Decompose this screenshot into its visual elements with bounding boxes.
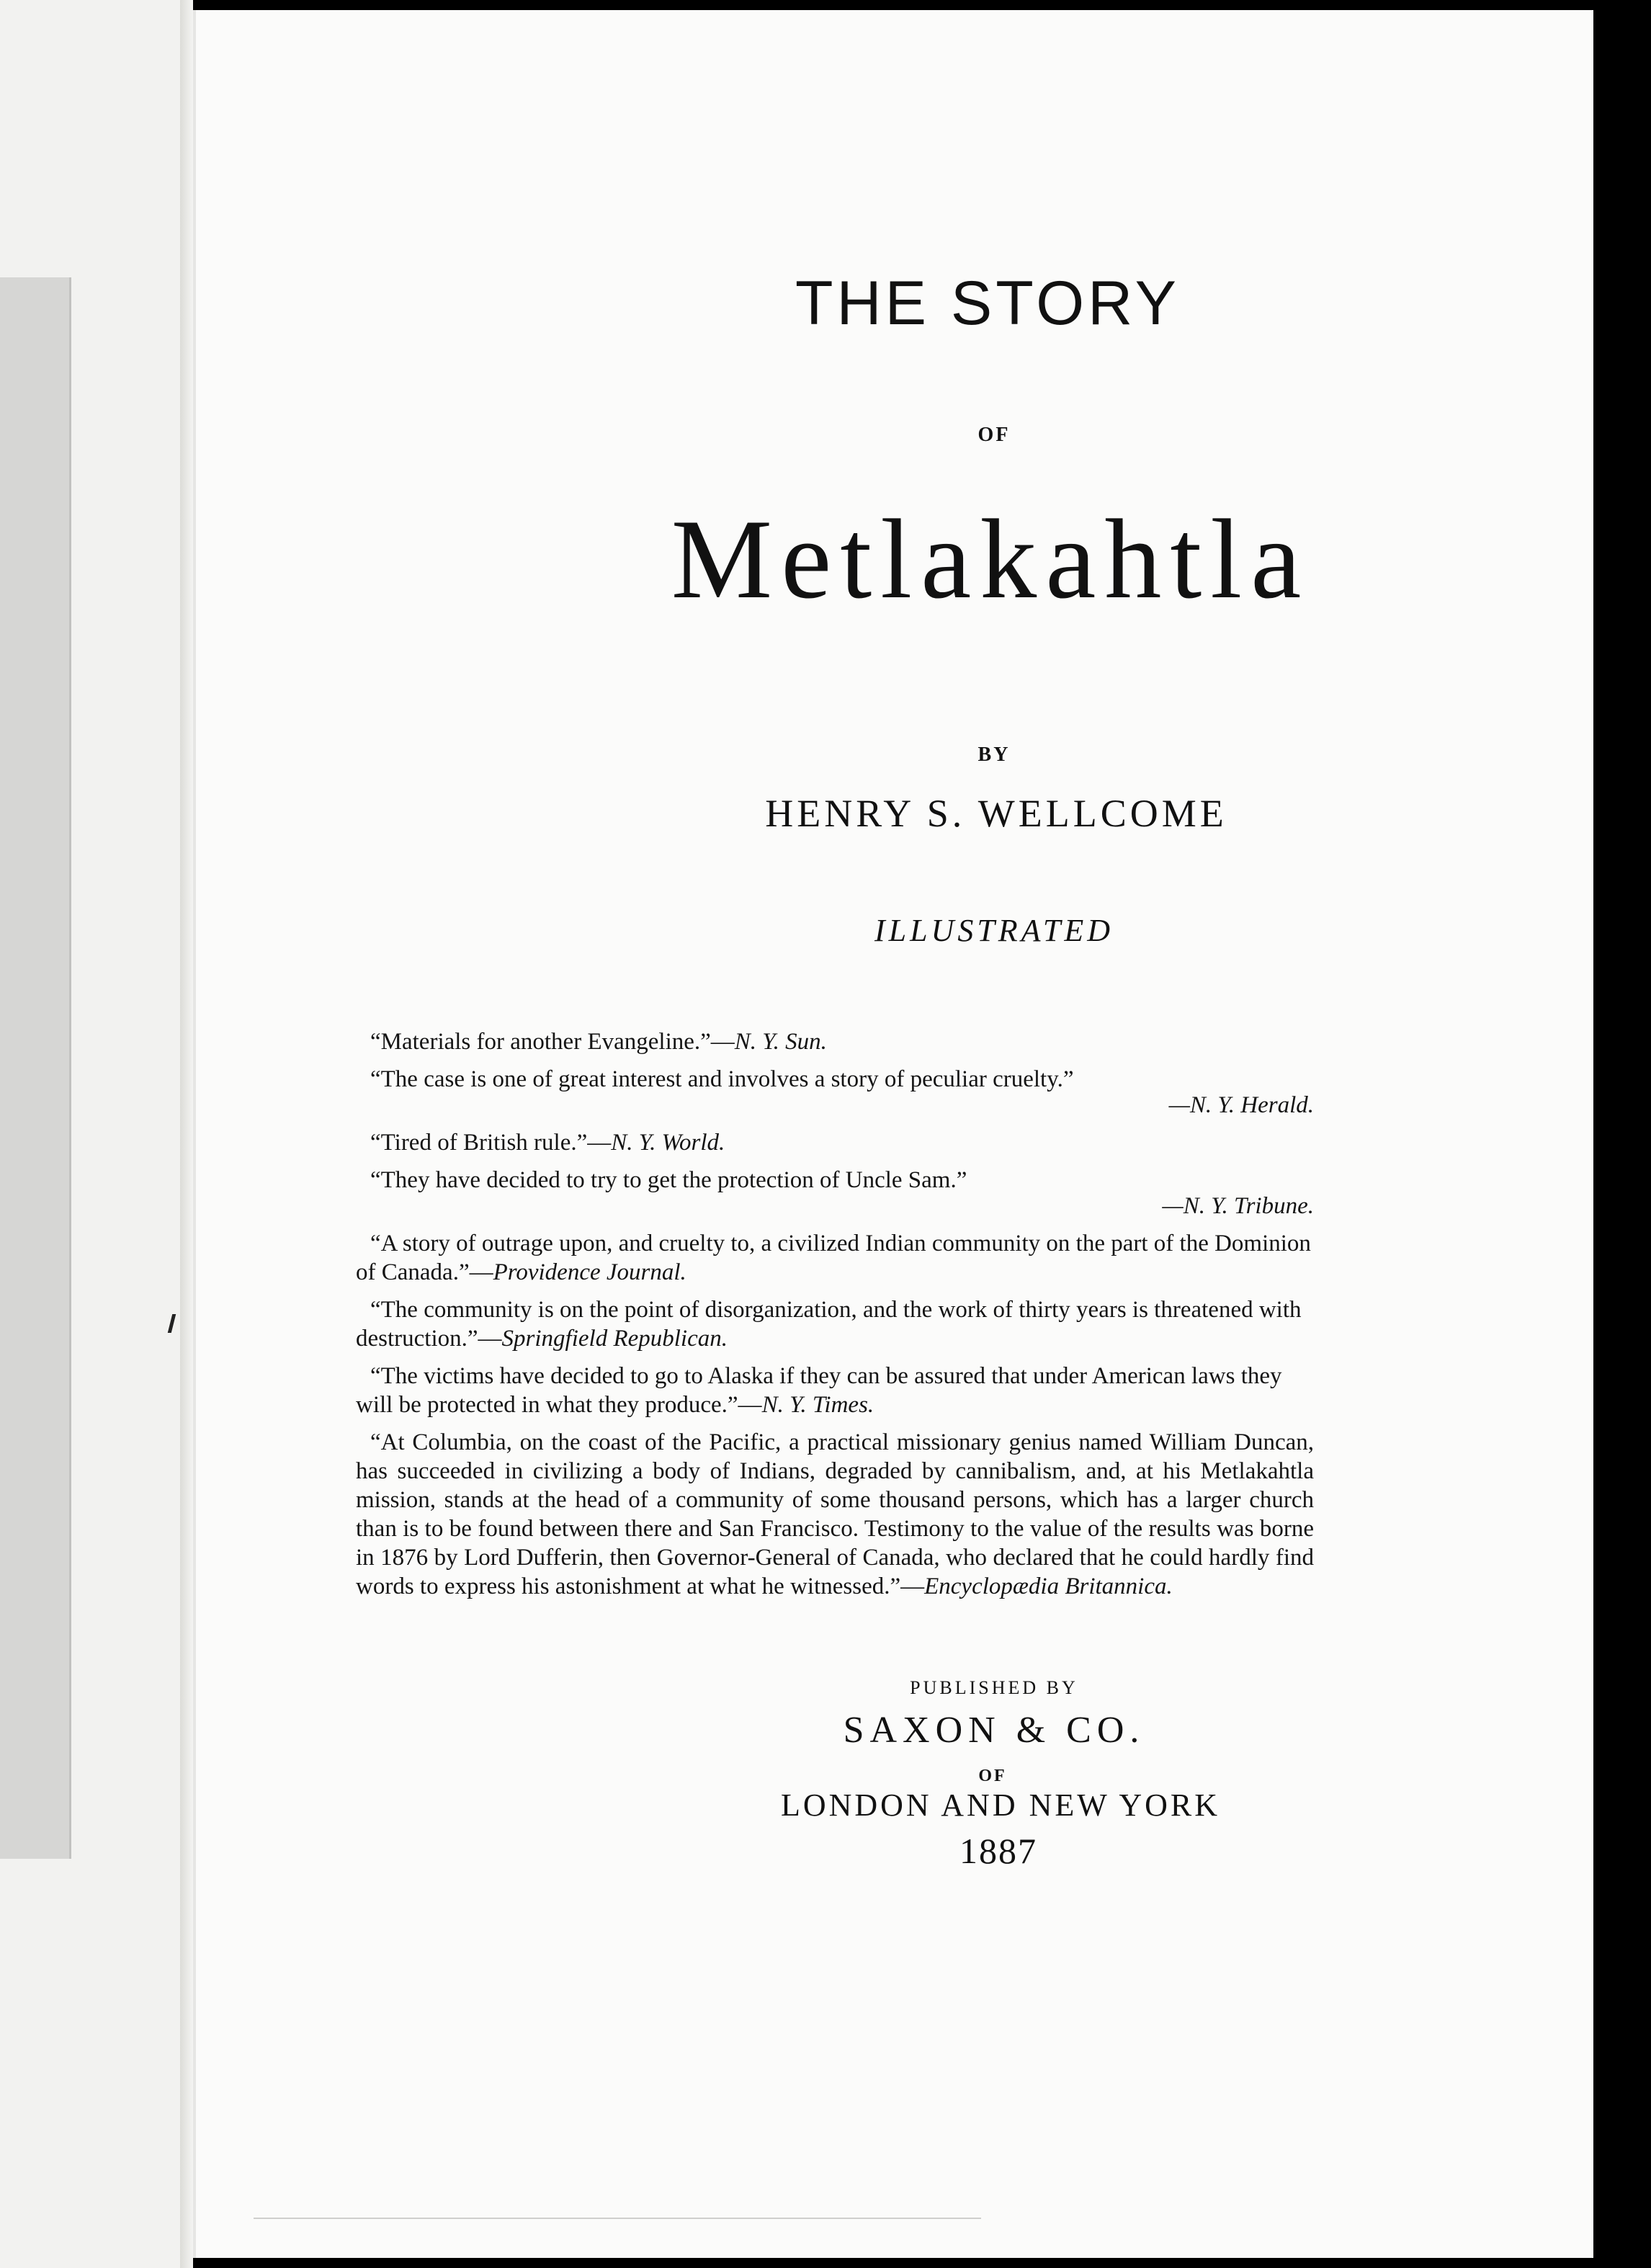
book-title: Metlakahtla: [671, 496, 1310, 622]
publication-place: LONDON AND NEW YORK: [780, 1787, 1221, 1823]
quote-text: “At Columbia, on the coast of the Pacific, a practical missionary genius named William Duncan, has succeeded in civilizing a body of Indians, degraded by cannibalism, and, at his Metlakahtla mission, stands at the head of a community of some thousand persons, which has a larger church than is to be found between there and San Francisco. Testimony to the value of the results was borne in 1876 by Lord Dufferin, then Governor-General of Canada, who declared that he could hardly find words to express his astonishment at what he witnessed.”—: [356, 1429, 1314, 1599]
facing-page: [0, 0, 193, 2268]
by-line: BY: [977, 744, 1011, 766]
press-quote: [356, 1229, 1314, 1287]
quote-source: —N. Y. Herald.: [1168, 1092, 1314, 1118]
quote-source: N. Y. World.: [611, 1130, 725, 1156]
quote-source: N. Y. Sun.: [734, 1029, 827, 1055]
press-quote: [356, 1027, 1314, 1056]
scan-border: [1593, 0, 1651, 2268]
quote-text: “The case is one of great interest and involves a story of peculiar cruelty.”: [370, 1066, 1074, 1092]
page-gutter: [180, 0, 193, 2268]
press-quote: [356, 1295, 1314, 1353]
quote-source: Encyclopædia Britannica.: [924, 1573, 1173, 1599]
press-quote: [356, 1166, 1314, 1220]
quote-source: Springfield Republican.: [501, 1326, 728, 1352]
press-quotes: [356, 1027, 1314, 1601]
illustrated-note: ILLUSTRATED: [874, 913, 1114, 948]
publisher-name: SAXON & CO.: [843, 1710, 1145, 1751]
quote-text: “They have decided to try to get the protection of Uncle Sam.”: [370, 1167, 967, 1193]
publication-year: 1887: [959, 1831, 1037, 1871]
plate-border: [69, 277, 71, 1859]
author-name: HENRY S. WELLCOME: [765, 792, 1227, 835]
ink-mark: [168, 1314, 176, 1333]
frontispiece-plate-edge: [0, 277, 69, 1859]
title-of: OF: [977, 424, 1011, 446]
title-line-1: THE STORY: [795, 269, 1181, 338]
quote-source: —N. Y. Tribune.: [1162, 1193, 1314, 1219]
quote-text: “A story of outrage upon, and cruelty to, a civilized Indian community on the part of the Dominion of Canada.”—: [356, 1231, 1311, 1285]
title-page: [193, 10, 1596, 2258]
quote-text: “Materials for another Evangeline.”—: [370, 1029, 735, 1055]
quote-text: “Tired of British rule.”—: [370, 1130, 612, 1156]
press-quote: [356, 1428, 1314, 1601]
press-quote: [356, 1128, 1314, 1157]
quote-source: Providence Journal.: [493, 1259, 686, 1285]
press-quote: [356, 1362, 1314, 1419]
page-edge-line: [254, 2218, 981, 2228]
quote-source: N. Y. Times.: [761, 1392, 874, 1418]
quote-text: “The victims have decided to go to Alaska if they can be assured that under American laws they will be protected in what they produce.”—: [356, 1363, 1282, 1418]
published-by-label: PUBLISHED BY: [910, 1677, 1078, 1698]
publisher-of: OF: [978, 1767, 1007, 1785]
quote-text: “The community is on the point of disorganization, and the work of thirty years is threatened with destruction.”—: [356, 1297, 1302, 1352]
press-quote: [356, 1065, 1314, 1120]
